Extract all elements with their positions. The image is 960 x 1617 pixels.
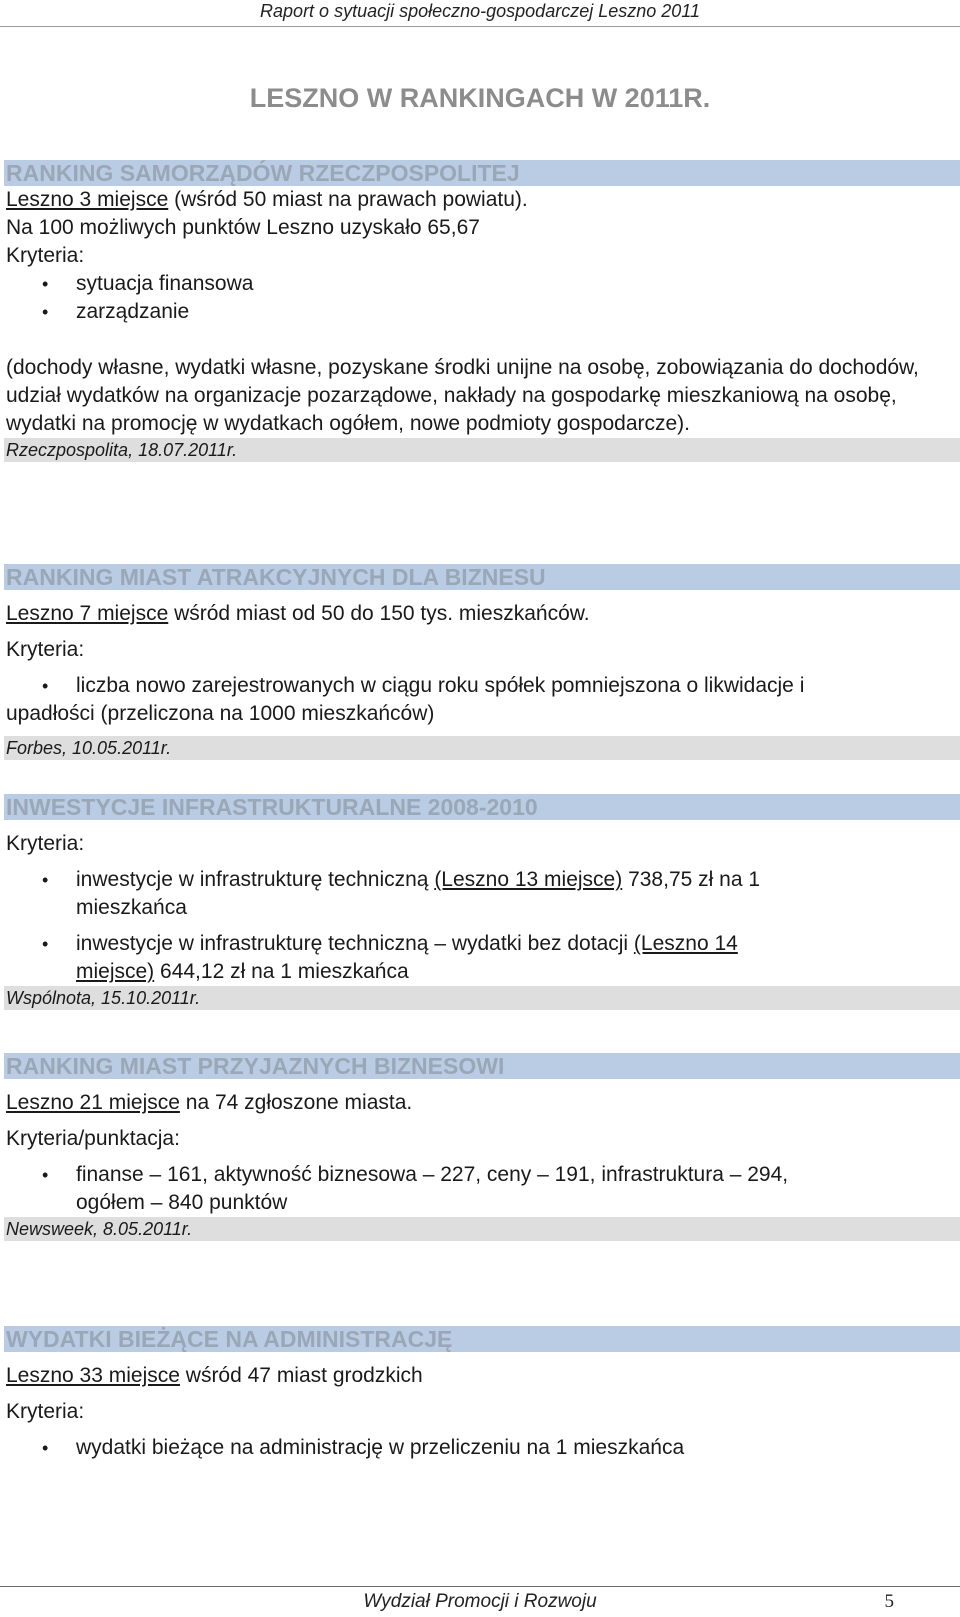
- section-title: INWESTYCJE INFRASTRUKTURALNE 2008-2010: [4, 794, 960, 820]
- list-item-continuation: upadłości (przeliczona na 1000 mieszkańców): [6, 702, 435, 725]
- criteria-label: Kryteria:: [6, 832, 85, 855]
- list-item: [4, 866, 960, 922]
- rank-line: [4, 186, 960, 214]
- rank-line: [4, 1362, 960, 1390]
- section-wydatki-biezace: [4, 1326, 960, 1462]
- criteria-list: [4, 1161, 960, 1217]
- criteria-label: Kryteria:: [6, 1400, 85, 1423]
- list-item: [4, 930, 960, 986]
- criteria-list: [4, 270, 960, 326]
- item-text: 644,12 zł na 1 mieszkańca: [154, 960, 409, 983]
- section-ranking-miast-atrakcyjnych: [4, 564, 960, 760]
- page-footer: [0, 1586, 960, 1617]
- list-item: [4, 1161, 960, 1217]
- rank-text: Leszno 33 miejsce: [6, 1364, 180, 1387]
- source-citation: Wspólnota, 15.10.2011r.: [4, 986, 960, 1010]
- criteria-list: [4, 672, 960, 700]
- criteria-label: Kryteria/punktacja:: [6, 1127, 180, 1150]
- rank-text: Leszno 3 miejsce: [6, 188, 169, 211]
- section-title: RANKING SAMORZĄDÓW RZECZPOSPOLITEJ: [4, 160, 960, 186]
- rank-text: (Leszno 13 miejsce): [434, 868, 623, 891]
- points-line: Na 100 możliwych punktów Leszno uzyskało 65,67: [6, 216, 480, 239]
- criteria-label: Kryteria:: [6, 638, 85, 661]
- criteria-label: Kryteria:: [6, 244, 85, 267]
- source-citation: Forbes, 10.05.2011r.: [4, 736, 960, 760]
- source-citation: Newsweek, 8.05.2011r.: [4, 1217, 960, 1241]
- rank-text: Leszno 7 miejsce: [6, 602, 169, 625]
- section-ranking-miast-przyjaznych: [4, 1053, 960, 1241]
- list-item: • liczba nowo zarejestrowanych w ciągu roku spółek pomniejszona o likwidacje i: [4, 672, 960, 700]
- rank-line: [4, 1089, 960, 1117]
- item-text: inwestycje w infrastrukturę techniczną – wydatki bez dotacji: [76, 932, 634, 955]
- page-number: 5: [884, 1591, 894, 1612]
- list-item: • sytuacja finansowa: [4, 270, 960, 298]
- footer-department: Wydział Promocji i Rozwoju: [363, 1591, 597, 1612]
- item-text: ogółem – 840 punktów: [76, 1191, 288, 1214]
- rank-text: miejsce): [76, 960, 155, 983]
- rank-text: Leszno 21 miejsce: [6, 1091, 180, 1114]
- page-header: Raport o sytuacji społeczno-gospodarczej Leszno 2011: [0, 0, 960, 27]
- criteria-details: (dochody własne, wydatki własne, pozyskane środki unijne na osobę, zobowiązania do dochodów, udział wydatków na organizacje pozarządowe, nakłady na gospodarkę mieszkaniową na osobę, wydatki na promocję w wydatkach ogółem, nowe podmioty gospodarcze).: [6, 356, 919, 435]
- criteria-list: [4, 866, 960, 986]
- section-title: WYDATKI BIEŻĄCE NA ADMINISTRACJĘ: [4, 1326, 960, 1352]
- list-item: • wydatki bieżące na administrację w przeliczeniu na 1 mieszkańca: [4, 1434, 960, 1462]
- item-text: inwestycje w infrastrukturę techniczną: [76, 868, 435, 891]
- item-text: 738,75 zł na 1: [622, 868, 761, 891]
- page-title: LESZNO W RANKINGACH W 2011R.: [249, 83, 711, 113]
- rank-rest: na 74 zgłoszone miasta.: [179, 1091, 413, 1114]
- section-title: RANKING MIAST ATRAKCYJNYCH DLA BIZNESU: [4, 564, 960, 590]
- item-text: mieszkańca: [76, 896, 187, 919]
- rank-rest: wśród 47 miast grodzkich: [179, 1364, 423, 1387]
- rank-rest: (wśród 50 miast na prawach powiatu).: [168, 188, 528, 211]
- list-item: • zarządzanie: [4, 298, 960, 326]
- rank-text: (Leszno 14: [633, 932, 738, 955]
- source-citation: Rzeczpospolita, 18.07.2011r.: [4, 438, 960, 462]
- section-title: RANKING MIAST PRZYJAZNYCH BIZNESOWI: [4, 1053, 960, 1079]
- item-text: finanse – 161, aktywność biznesowa – 227, ceny – 191, infrastruktura – 294,: [76, 1163, 789, 1186]
- section-ranking-samorzadow: [4, 160, 960, 462]
- criteria-list: [4, 1434, 960, 1462]
- rank-rest: wśród miast od 50 do 150 tys. mieszkańców.: [168, 602, 590, 625]
- rank-line: [4, 600, 960, 628]
- section-inwestycje-infrastrukturalne: [4, 794, 960, 1010]
